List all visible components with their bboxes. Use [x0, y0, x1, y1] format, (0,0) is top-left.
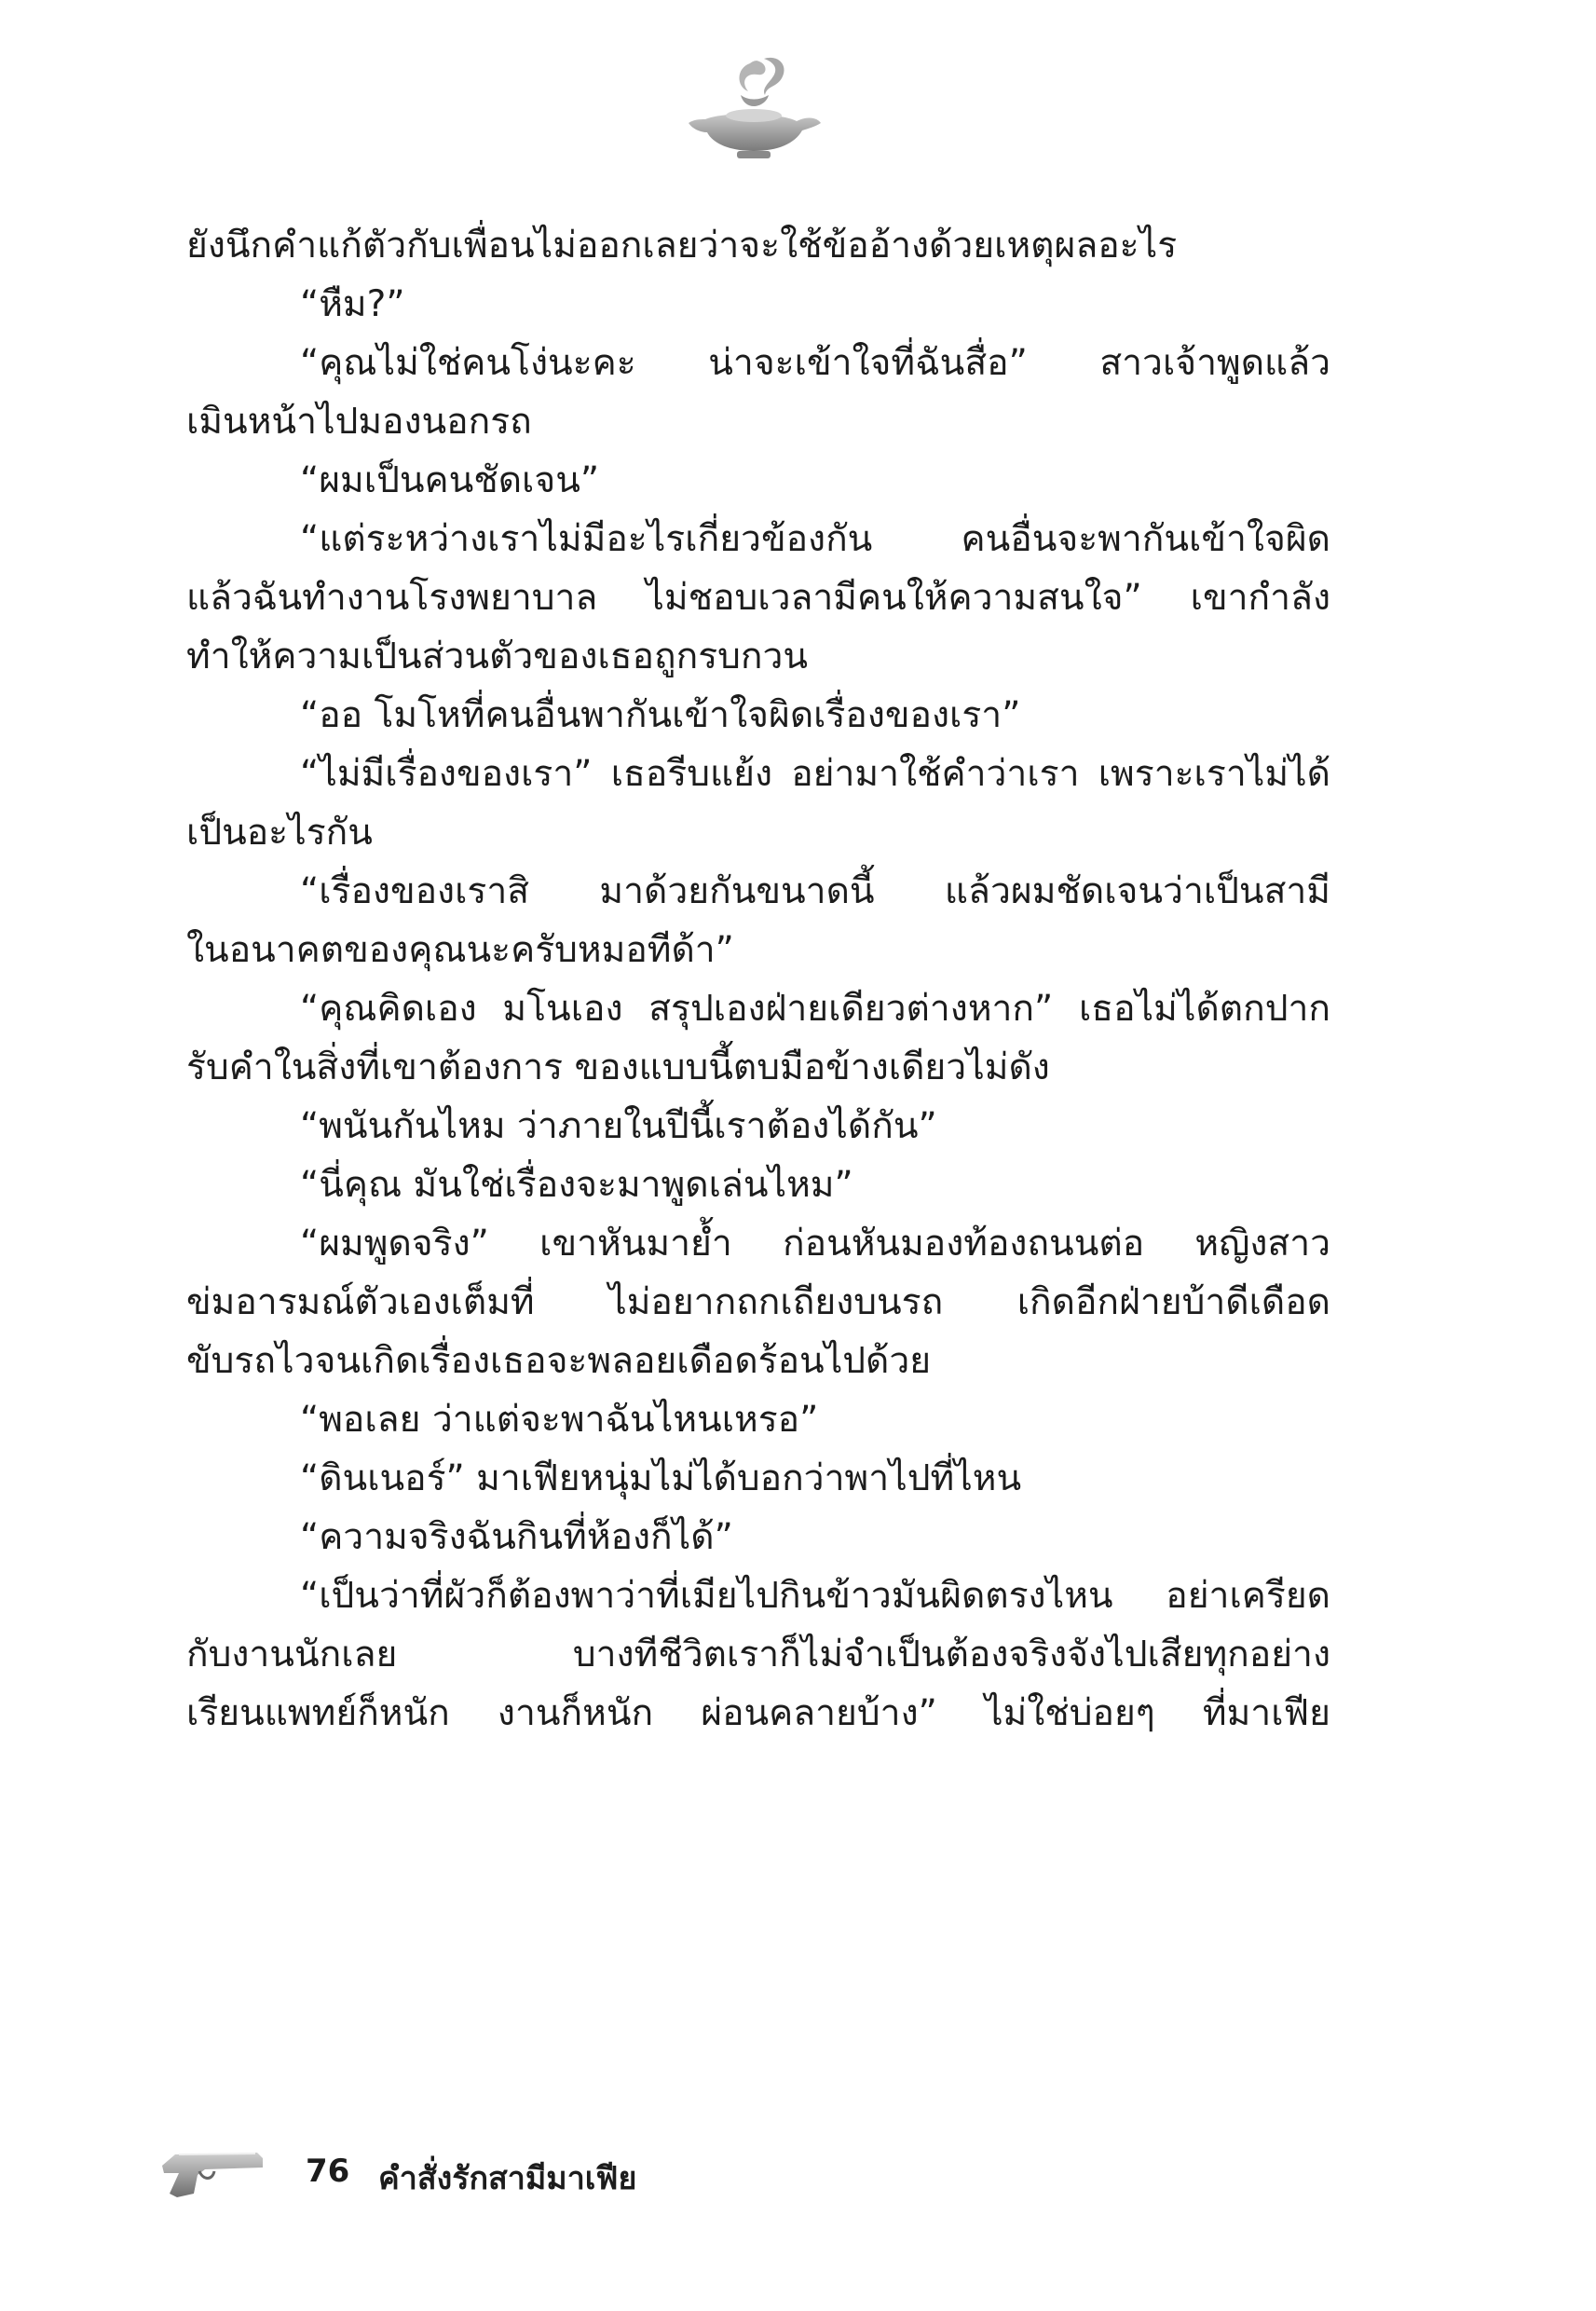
text-line: เมินหน้าไปมองนอกรถ — [186, 401, 532, 443]
text-line: “คุณไม่ใช่คนโง่นะคะ น่าจะเข้าใจที่ฉันสื่อ” สาวเจ้าพูดแล้ว — [300, 342, 1330, 384]
text-line: รับคำในสิ่งที่เขาต้องการ ของแบบนี้ตบมือข้างเดียวไม่ดัง — [186, 1046, 1050, 1088]
page-number: 76 — [306, 2153, 350, 2190]
text-line: ขับรถไวจนเกิดเรื่องเธอจะพลอยเดือดร้อนไปด้วย — [186, 1340, 932, 1382]
text-line: กับงานนักเลย บางทีชีวิตเราก็ไม่จำเป็นต้องจริงจังไปเสียทุกอย่าง — [186, 1634, 1330, 1675]
text-line: “หืม?” — [300, 283, 405, 325]
text-line: ทำให้ความเป็นส่วนตัวของเธอถูกรบกวน — [186, 636, 809, 677]
body-text — [186, 216, 1330, 1743]
text-line: แล้วฉันทำงานโรงพยาบาล ไม่ชอบเวลามีคนให้ความสนใจ” เขากำลัง — [186, 577, 1330, 619]
text-line: “ผมพูดจริง” เขาหันมาย้ำ ก่อนหันมองท้องถนนต่อ หญิงสาว — [300, 1223, 1330, 1265]
text-line: “ดินเนอร์” มาเฟียหนุ่มไม่ได้บอกว่าพาไปที่ไหน — [300, 1457, 1022, 1499]
text-line: “ไม่มีเรื่องของเรา” เธอรีบแย้ง อย่ามาใช้คำว่าเรา เพราะเราไม่ได้ — [300, 753, 1330, 795]
magic-lamp-icon — [685, 54, 825, 161]
text-line: “พอเลย ว่าแต่จะพาฉันไหนเหรอ” — [300, 1399, 819, 1441]
text-line: เรียนแพทย์ก็หนัก งานก็หนัก ผ่อนคลายบ้าง” ไม่ใช่บ่อยๆ ที่มาเฟีย — [186, 1692, 1330, 1734]
text-line: “นี่คุณ มันใช่เรื่องจะมาพูดเล่นไหม” — [300, 1164, 853, 1206]
pistol-icon — [157, 2138, 268, 2203]
text-line: ในอนาคตของคุณนะครับหมอทีด้า” — [186, 929, 734, 971]
text-line: “ความจริงฉันกินที่ห้องก็ได้” — [300, 1516, 733, 1558]
text-line: ยังนึกคำแก้ตัวกับเพื่อนไม่ออกเลยว่าจะใช้ข้ออ้างด้วยเหตุผลอะไร — [186, 225, 1178, 267]
text-line: “ผมเป็นคนชัดเจน” — [300, 459, 600, 501]
text-line: “เป็นว่าที่ผัวก็ต้องพาว่าที่เมียไปกินข้าวมันผิดตรงไหน อย่าเครียด — [300, 1575, 1330, 1617]
book-title: คำสั่งรักสามีมาเฟีย — [378, 2160, 637, 2197]
text-line: “แต่ระหว่างเราไม่มีอะไรเกี่ยวข้องกัน คนอื่นจะพากันเข้าใจผิด — [300, 518, 1330, 560]
text-line: “ออ โมโหที่คนอื่นพากันเข้าใจผิดเรื่องของเรา” — [300, 694, 1021, 736]
text-line: “คุณคิดเอง มโนเอง สรุปเองฝ่ายเดียวต่างหาก” เธอไม่ได้ตกปาก — [300, 988, 1330, 1030]
page-footer — [157, 2134, 809, 2208]
text-line: เป็นอะไรกัน — [186, 812, 373, 854]
text-line: “เรื่องของเราสิ มาด้วยกันขนาดนี้ แล้วผมชัดเจนว่าเป็นสามี — [300, 870, 1330, 912]
text-line: ข่มอารมณ์ตัวเองเต็มที่ ไม่อยากถกเถียงบนรถ เกิดอีกฝ่ายบ้าดีเดือด — [186, 1281, 1330, 1323]
text-line: “พนันกันไหม ว่าภายในปีนี้เราต้องได้กัน” — [300, 1105, 937, 1147]
